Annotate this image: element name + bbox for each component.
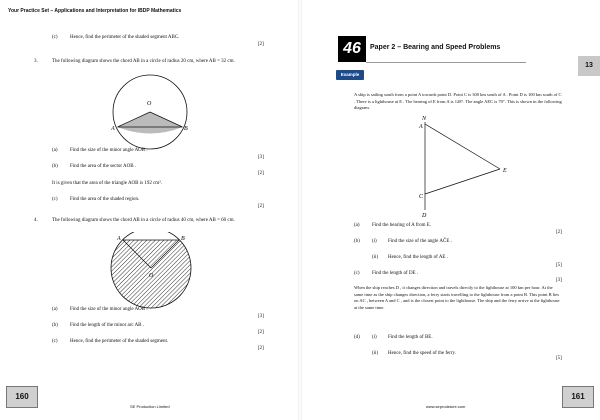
q4-label-b: B <box>181 236 185 242</box>
q4a-text: Find the size of the minor angle AOB . <box>70 307 148 312</box>
label-e: E <box>503 168 507 174</box>
q3c-mark: [2] <box>258 204 264 209</box>
q4a-mark: [3] <box>258 314 264 319</box>
ex-part-c-label: (c) <box>354 271 360 276</box>
ex-part-b-text: Find the size of the angle AĈE . <box>388 239 452 244</box>
ex-part-d-text: Find the length of BE. <box>388 335 433 340</box>
ex-part-dii-sub: (ii) <box>372 351 379 356</box>
q4-text: The following diagram shows the chord AB in a circle of radius 40 cm, where AB = 60 cm. <box>52 218 235 223</box>
q3-label-o: O <box>147 101 152 107</box>
ex-part-bii-sub: (ii) <box>372 255 379 260</box>
prev-part-mark: [2] <box>258 42 264 47</box>
prev-part-label: (c) <box>52 35 58 40</box>
q3-given: It is given that the area of the triangle AOB is 192 cm². <box>52 181 162 186</box>
side-tab: 13 <box>578 56 600 76</box>
left-page-number: 160 <box>6 386 38 408</box>
example-intro: A ship is sailing south from a point A towards point D. Point C is 300 km south of A . Point D is 100 km south of C . There is a lighthouse at E . The bearing of E from A is 128°. The angle AEC is 70°. This is shown in the following diagram. <box>354 92 562 110</box>
q3-label-a: A <box>111 126 115 132</box>
example-paragraph: When the ship reaches D , it changes direction and travels directly to the lighthouse at 100 km per hour. At the same time as the ship changes direction, a ferry starts travelling to the lighthouse from a point B. This point B lies on AC , between A and C , and is the closest point to the lighthouse. The ship and the ferry arrive at the lighthouse at the same time. <box>354 285 560 310</box>
q3c-label: (c) <box>52 197 58 202</box>
q4c-mark: [2] <box>258 346 264 351</box>
ex-part-bii-text: Hence, find the length of AE . <box>388 255 448 260</box>
prev-part-text: Hence, find the perimeter of the shaded segment ABC. <box>70 35 180 40</box>
q3-circle-diagram <box>110 70 190 150</box>
ex-part-b-sub: (i) <box>372 239 377 244</box>
label-n: N <box>422 116 427 122</box>
ex-part-d-mark: [5] <box>556 356 562 361</box>
ex-part-a-label: (a) <box>354 223 360 228</box>
ex-part-dii-text: Hence, find the speed of the ferry. <box>388 351 456 356</box>
example-label: Example <box>336 70 364 80</box>
ex-part-d-label: (d) <box>354 335 360 340</box>
ex-part-a-mark: [2] <box>556 230 562 235</box>
q3a-text: Find the size of the minor angle AOB . <box>70 148 148 153</box>
q4b-label: (b) <box>52 323 58 328</box>
q4c-text: Hence, find the perimeter of the shaded segment. <box>70 339 169 344</box>
q3b-mark: [2] <box>258 171 264 176</box>
q4b-mark: [2] <box>258 330 264 335</box>
q4-number: 4. <box>34 218 38 223</box>
q3b-label: (b) <box>52 164 58 169</box>
q3-text: The following diagram shows the chord AB in a circle of radius 20 cm, where AB = 32 cm. <box>52 59 235 64</box>
chapter-number-box: 46 <box>338 36 366 62</box>
q4b-text: Find the length of the minor arc AB . <box>70 323 145 328</box>
q3c-text: Find the area of the shaded region. <box>70 197 140 202</box>
q3a-label: (a) <box>52 148 58 153</box>
label-a: A <box>419 124 423 130</box>
ex-part-c-mark: [3] <box>556 278 562 283</box>
right-page-number: 161 <box>562 386 594 408</box>
label-d: D <box>422 213 427 219</box>
ex-part-a-text: Find the bearing of A from E. <box>372 223 432 228</box>
label-c: C <box>419 194 424 200</box>
bearing-diagram <box>410 112 530 222</box>
ex-part-d-sub: (i) <box>372 335 377 340</box>
q3b-text: Find the area of the sector AOB . <box>70 164 137 169</box>
ex-part-c-text: Find the length of DE . <box>372 271 419 276</box>
ex-part-b-mark: [5] <box>556 263 562 268</box>
page-spine <box>298 0 302 420</box>
q3-number: 3. <box>34 59 38 64</box>
q4a-label: (a) <box>52 307 58 312</box>
q4c-label: (c) <box>52 339 58 344</box>
q3a-mark: [3] <box>258 155 264 160</box>
q4-label-o: O <box>149 273 154 279</box>
running-header: Your Practice Set – Applications and Interpretation for IBDP Mathematics <box>8 8 182 14</box>
q4-label-a: A <box>117 236 121 242</box>
right-footer-url: www.seprodstore.com <box>426 404 466 409</box>
q3-label-b: B <box>184 126 188 132</box>
ex-part-b-label: (b) <box>354 239 360 244</box>
chapter-title: Paper 2 – Bearing and Speed Problems <box>370 44 501 51</box>
left-footer-publisher: SE Production Limited <box>130 404 170 409</box>
title-underline <box>366 62 526 63</box>
